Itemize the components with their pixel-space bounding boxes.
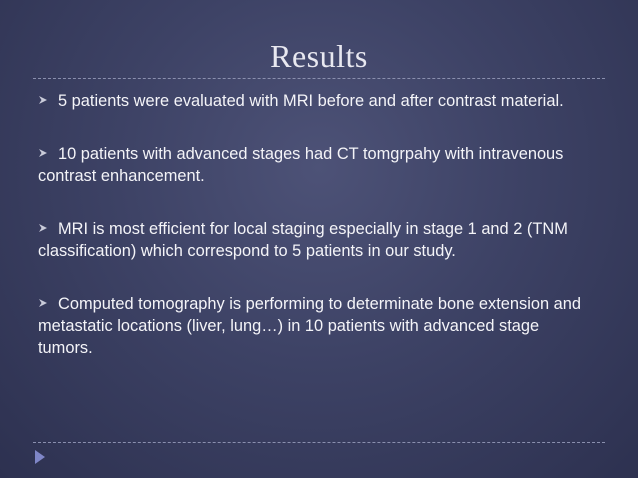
bottom-divider [33,442,605,443]
arrowhead-bullet-icon [38,298,48,308]
bullet-text: 5 patients were evaluated with MRI before and after contrast material. [58,92,564,110]
play-triangle-icon [34,449,46,465]
bullet-text: 10 patients with advanced stages had CT tomgrpahy with intravenous contrast enhancement. [38,145,564,185]
bullet-text: Computed tomography is performing to determinate bone extension and metastatic locations (liver, lung…) in 10 patients with advanced stage tumors. [38,295,581,357]
bullet-item [38,143,598,187]
arrowhead-bullet-icon [38,148,48,158]
bullet-list [38,90,598,390]
bullet-item [38,218,598,262]
top-divider [33,78,605,79]
bullet-item [38,293,598,359]
slide-title: Results [270,38,368,74]
bullet-text: MRI is most efficient for local staging especially in stage 1 and 2 (TNM classification) which correspond to 5 patients in our study. [38,220,568,260]
arrowhead-bullet-icon [38,223,48,233]
arrowhead-bullet-icon [38,95,48,105]
bullet-item [38,90,598,112]
